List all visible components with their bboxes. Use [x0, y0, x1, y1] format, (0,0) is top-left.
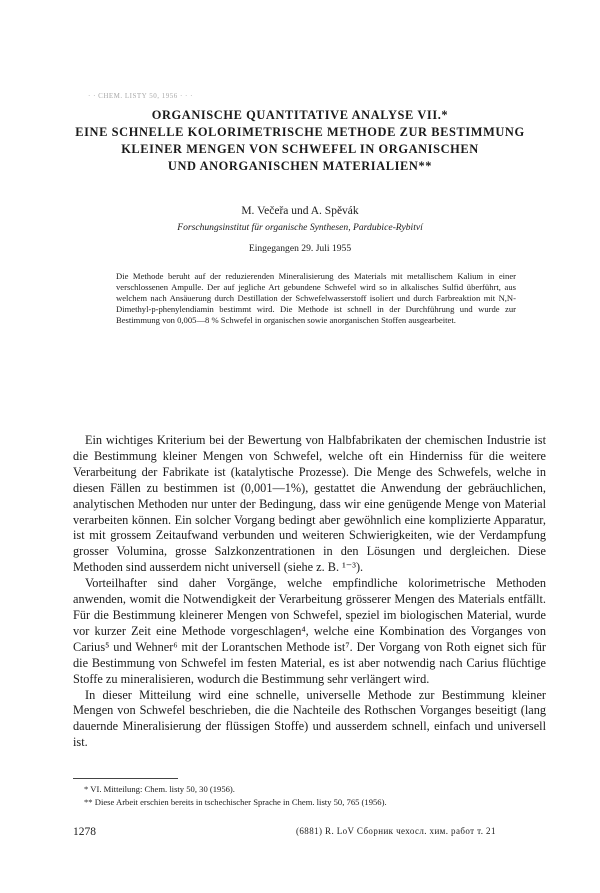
- page-number: 1278: [73, 826, 96, 838]
- title-line-4: UND ANORGANISCHEN MATERIALIEN**: [167, 159, 433, 173]
- footnote-2: ** Diese Arbeit erschien bereits in tschechischer Sprache in Chem. listy 50, 765 (1956).: [84, 796, 387, 807]
- title-line-1: ORGANISCHE QUANTITATIVE ANALYSE VII.*: [151, 108, 449, 122]
- received-date: Eingegangen 29. Juli 1955: [248, 243, 352, 254]
- footnote-rule: [73, 778, 178, 779]
- title-line-3: KLEINER MENGEN VON SCHWEFEL IN ORGANISCHEN: [121, 142, 479, 156]
- footnotes: [84, 783, 544, 808]
- paragraph-2: Vorteilhafter sind daher Vorgänge, welche empfindliche kolorimetrische Methoden anwenden, womit die Notwendigkeit der Verarbeitung grösserer Mengen des Materials entfällt. Für die Bestimmung kleinerer Mengen von Schwefel, speziel im biologischen Material, wurde vor kurzer Zeit eine Methode vorgeschlagen⁴, welche eine Kombination des Vorganges von Carius⁵ und Wehner⁶ mit der Lorantschen Methode ist⁷. Der Vorgang von Roth eignet sich für die Bestimmung von Schwefel im festen Material, es ist aber notwendig nach Carius flüchtige Stoffe zu mineralisieren, wodurch die Bestimmung sehr verlängert wird.: [73, 576, 546, 686]
- faint-header-line: · · CHEM. LISTY 50, 1956 · · ·: [88, 92, 193, 100]
- paragraph-3: In dieser Mitteilung wird eine schnelle, universelle Methode zur Bestimmung kleiner Mengen von Schwefel beschrieben, die die Nachteile des Rothschen Vorganges beseitigt (lang dauernde Mineralisierung der flüssigen Stoffe) und ausserdem schnell, einfach und universell ist.: [73, 687, 546, 750]
- abstract: Die Methode beruht auf der reduzierenden Mineralisierung des Materials mit metallischem Kalium in einer verschlossenen Ampulle. Der auf jegliche Art gebundene Schwefel wird so in alkalisches Sulfid überführt, aus welchem nach Ansäuerung durch Destillation der Schwefelwasserstoff isoliert und durch Farbreaktion mit N,N-Dimethyl-p-phenylendiamin bestimmt wird. Die Methode ist schnell in der Durchführung und wurde zur Bestimmung von 0,005—8 % Schwefel in organischen sowie anorganischen Stoffen ausgearbeitet.: [116, 271, 516, 325]
- authors: M. Večeřa und A. Spěvák: [241, 205, 359, 217]
- paragraph-1: Ein wichtiges Kriterium bei der Bewertung von Halbfabrikaten der chemischen Industrie ist die Bestimmung kleiner Mengen von Schwefel, welche oft ein Hinderniss für die weitere Verarbeitung der Fabrikate ist (katalytische Prozesse). Die Menge des Schwefels, welche in diesen Fällen zu bestimmen ist (0,001—1%), gestattet die Anwendung der gebräuchlichen, analytischen Methoden nur unter der Bedingung, dass wir eine genügende Menge von Material verarbeiten können. Ein solcher Vorgang bedingt aber gewöhnlich eine komplizierte Apparatur, ist mit grossem Zeitaufwand verbunden und weiteren Schwierigkeiten, wie der Verdampfung grosser Volumina, grosse Salzkonzentrationen in den Lösungen und dergleichen. Diese Methoden sind ausserdem nicht universell (siehe z. B. ¹⁻³).: [73, 433, 546, 575]
- institution: Forschungsinstitut für organische Synthesen, Pardubice-Rybitví: [177, 222, 423, 233]
- body-text: [73, 433, 546, 751]
- title-line-2: EINE SCHNELLE KOLORIMETRISCHE METHODE ZUR BESTIMMUNG: [75, 125, 525, 139]
- footnote-1: * VI. Mitteilung: Chem. listy 50, 30 (1956).: [84, 784, 235, 794]
- running-footer: (6881) R. LoV Сборник чехосл. хим. работ т. 21: [296, 826, 496, 836]
